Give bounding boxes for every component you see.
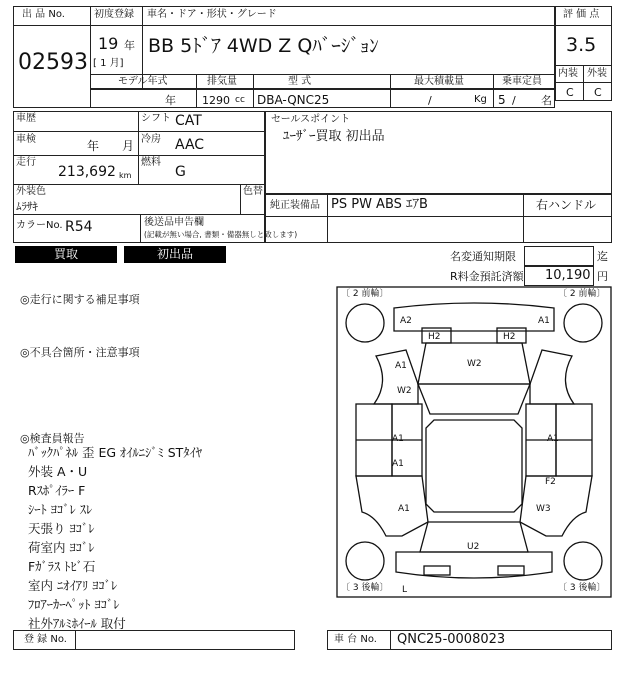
ac-label: 冷房 (141, 134, 161, 145)
first-reg-month: [ 1 月] (93, 58, 124, 69)
inspector-report-label: ◎検査員報告 (20, 432, 85, 445)
chassis-number: QNC25-0008023 (397, 632, 506, 647)
grade-label: 評 価 点 (563, 9, 600, 20)
rear-bumper (396, 552, 552, 578)
exterior-grade: C (594, 86, 602, 99)
mark-side-right-upper: A1 (547, 434, 559, 444)
max-load-sep: / (428, 94, 432, 107)
sales-point-value: ﾕｰｻﾞｰ買取 初出品 (283, 129, 385, 144)
steering-value: 右ハンドル (536, 198, 597, 212)
mark-back-door: U2 (467, 542, 480, 552)
mark-side-left-lower: A1 (392, 459, 404, 469)
recycle-unit: 円 (597, 270, 608, 283)
report-line: 荷室内 ﾖｺﾞﾚ (28, 540, 95, 555)
vehicle-label: 車名・ドア・形状・グレード (147, 9, 277, 20)
interior-grade: C (566, 86, 574, 99)
taillight-left (424, 566, 450, 575)
report-line: 室内 ﾆｵｲｱﾘ ﾖｺﾞﾚ (28, 578, 118, 593)
report-line: 社外ｱﾙﾐﾎｲｰﾙ 取付 (28, 616, 126, 631)
mark-windshield: W2 (397, 386, 412, 396)
fuel-label: 燃料 (141, 157, 161, 168)
report-line: ﾌﾛｱｰｶｰﾍﾟｯﾄ ﾖｺﾞﾚ (28, 597, 120, 612)
transfer-deadline-box (524, 246, 594, 266)
equipment-value: PS PW ABS ｴｱB (331, 197, 428, 212)
max-load-label: 最大積載量 (414, 76, 464, 87)
inspection-month-unit: 月 (122, 139, 135, 153)
tag-front-left: 〔 2 前輪〕 (341, 289, 389, 299)
color-no-label: カラーNo. (16, 220, 63, 231)
mark-rear: L (402, 585, 408, 595)
model-code-label: 型 式 (288, 76, 312, 87)
first-reg-label: 初度登録 (94, 9, 134, 20)
exterior-color-label: 外装色 (16, 186, 46, 197)
ac-value: AAC (175, 137, 205, 153)
lot-number: 02593 (18, 50, 88, 75)
max-load-unit: Kg (474, 94, 487, 105)
inspection-year-unit: 年 (87, 139, 100, 153)
capacity-sep: / (512, 94, 516, 107)
windshield (418, 384, 530, 414)
shift-label: シフト (141, 113, 171, 124)
mark-side-left-upper: A1 (392, 434, 404, 444)
first-reg-year-unit: 年 (124, 39, 135, 52)
tag-rear-left: 〔 3 後輪〕 (341, 583, 389, 593)
rear-quarter-left (356, 476, 428, 536)
report-line: ﾊﾞｯｸﾊﾟﾈﾙ 歪 EG ｵｲﾙﾆｼﾞﾐ STﾀｲﾔ (28, 445, 203, 460)
mark-rear-quarter-right: W3 (536, 504, 551, 514)
exterior-color-value: ﾑﾗｻｷ (16, 200, 38, 213)
capacity-label: 乗車定員 (502, 76, 542, 87)
grade-value: 3.5 (566, 34, 597, 56)
interior-label: 内装 (558, 68, 578, 79)
mark-fender-left: A1 (395, 361, 407, 371)
tag-front-right: 〔 2 前輪〕 (558, 289, 606, 299)
first-reg-year: 19 (98, 34, 119, 53)
wheel-rear-left (346, 542, 384, 580)
report-line: 天張り ﾖｺﾞﾚ (28, 521, 95, 536)
wheel-front-right (564, 304, 602, 342)
registration-label: 登 録 No. (24, 634, 67, 645)
driving-notes-label: ◎走行に関する補足事項 (20, 293, 140, 306)
tag-first-listing: 初出品 (124, 246, 226, 263)
tag-rear-right: 〔 3 後輪〕 (558, 583, 606, 593)
mileage-unit: km (119, 171, 132, 180)
lot-label: 出 品 No. (22, 9, 65, 20)
report-line: ｼｰﾄ ﾖｺﾞﾚ ｽﾚ (28, 502, 93, 517)
post-delivery-note: (記載が無い場合, 書類・備器無しと致します) (144, 230, 298, 239)
capacity-unit: 名 (541, 94, 552, 107)
recycle-label: R料金預託済額 (450, 270, 524, 283)
model-code: DBA-QNC25 (257, 93, 330, 107)
taillight-right (498, 566, 524, 575)
shift-value: CAT (175, 113, 202, 129)
report-line: Rｽﾎﾟｲﾗｰ F (28, 483, 86, 498)
history-label: 車歴 (16, 113, 36, 124)
car-damage-diagram (336, 286, 612, 598)
wheel-rear-right (564, 542, 602, 580)
transfer-deadline-unit: 迄 (597, 250, 608, 263)
mark-front-bumper-right: A1 (538, 316, 550, 326)
exterior-label: 外装 (587, 68, 607, 79)
model-year-label: モデル年式 (118, 76, 168, 87)
mileage-value: 213,692 (58, 164, 116, 180)
capacity-value: 5 (498, 93, 506, 107)
recycle-amount: 10,190 (545, 268, 591, 283)
vehicle-name: BB 5ﾄﾞｱ 4WD Z Qﾊﾞｰｼﾞｮﾝ (148, 35, 379, 57)
rear-quarter-right (520, 476, 592, 536)
mark-headlight-right: H2 (503, 332, 516, 342)
defects-label: ◎不具合箇所・注意事項 (20, 346, 140, 359)
post-delivery-label: 後送品申告欄 (144, 217, 204, 228)
inspection-label: 車検 (16, 134, 36, 145)
equipment-label: 純正装備品 (270, 200, 320, 211)
mark-headlight-left: H2 (428, 332, 441, 342)
front-bumper (394, 303, 554, 331)
roof (426, 420, 522, 512)
color-change-label: 色替 (243, 186, 263, 197)
displacement-label: 排気量 (207, 76, 237, 87)
color-no-value: R54 (65, 219, 93, 235)
wheel-front-left (346, 304, 384, 342)
sales-point-label: セールスポイント (271, 114, 351, 125)
displacement-unit: cc (235, 95, 245, 105)
fuel-value: G (175, 164, 186, 180)
mileage-label: 走行 (16, 157, 36, 168)
mark-rear-quarter-left: A1 (398, 504, 410, 514)
chassis-label: 車 台 No. (334, 634, 377, 645)
mark-side-right-lower: F2 (545, 477, 556, 487)
report-line: Fｶﾞﾗｽ ﾄﾋﾞ石 (28, 559, 96, 574)
displacement-value: 1290 (202, 94, 230, 107)
model-year-unit: 年 (165, 94, 176, 107)
transfer-deadline-label: 名変通知期限 (450, 250, 516, 263)
mark-hood: W2 (467, 359, 482, 369)
report-line: 外装 A・U (28, 464, 88, 479)
tag-buyout: 買取 (15, 246, 117, 263)
fender-right (530, 350, 574, 404)
mark-front-bumper-left: A2 (400, 316, 412, 326)
